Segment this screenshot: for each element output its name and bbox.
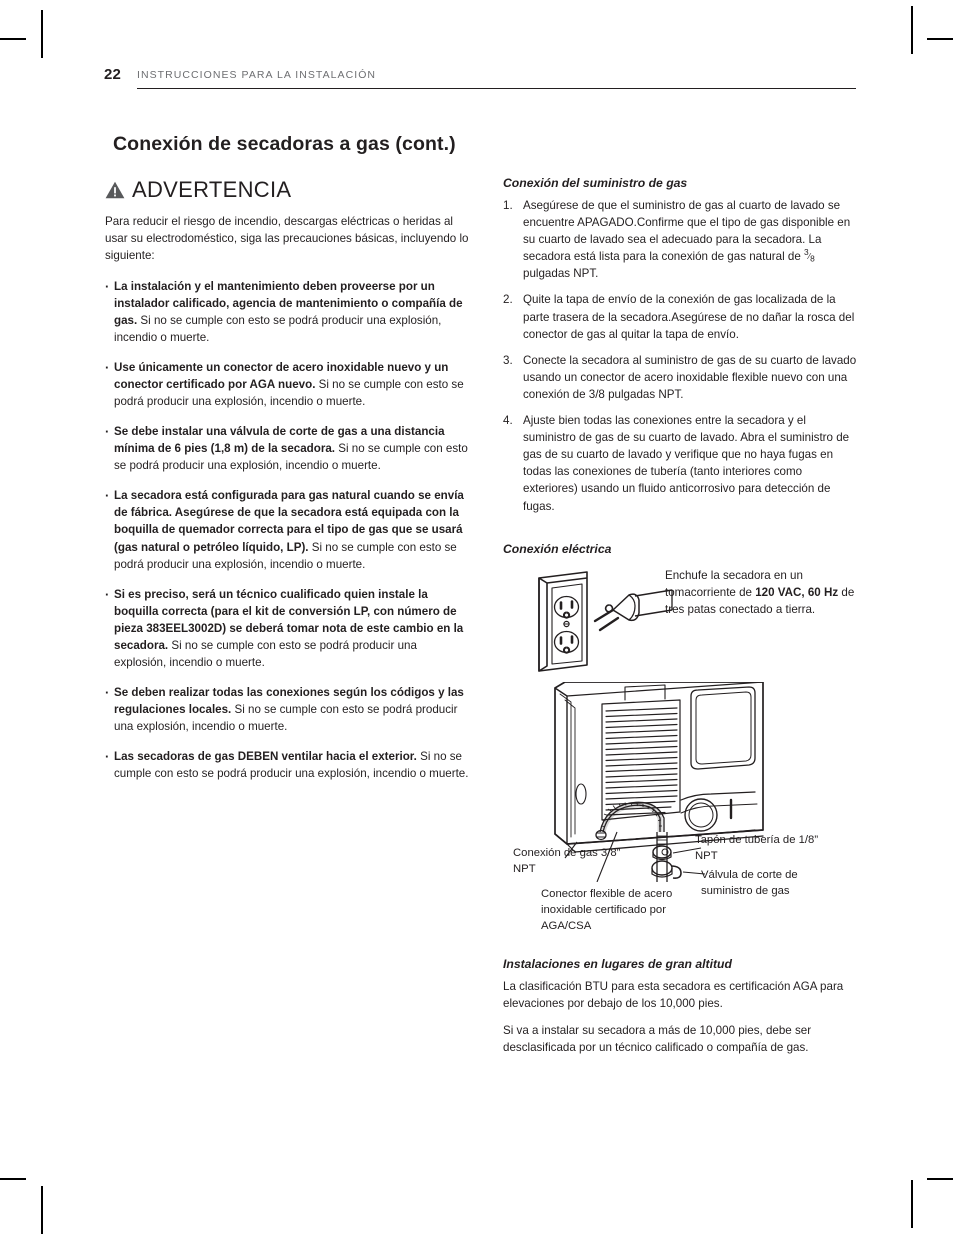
callout-shutoff-valve: Válvula de corte de suministro de gas [701,869,798,898]
crop-mark-top-right-horizontal [927,38,953,40]
warning-bullet-bold: Las secadoras de gas DEBEN ventilar hacia el exterior. [114,749,417,763]
crop-mark-bottom-right-horizontal [927,1178,953,1180]
electrical-figure-block [503,563,859,683]
altitude-paragraph-2: Si va a instalar su secadora a más de 10,000 pies, debe ser desclasificada por un técnico calificado o compañía de gas. [503,1023,812,1054]
warning-bullet-bold: La secadora está configurada para gas natural cuando se envía de fábrica. Asegúrese de que la secadora está equipada con la boquilla de quemador correcta para el tipo de gas que se usará (gas natural o petróleo líquido, LP). [114,489,464,554]
gas-supply-step [503,412,859,515]
altitude-section [503,957,859,1056]
warning-bullet-rest: Si no se cumple con esto se podrá producir una explosión, incendio o muerte. [114,702,458,733]
step-number: 1. [503,199,513,212]
electrical-description [665,567,855,618]
page-header [104,66,856,92]
crop-mark-top-left-vertical [41,10,43,58]
gas-supply-steps [503,197,859,515]
warning-bullet [105,748,471,782]
crop-mark-bottom-left-horizontal [0,1178,26,1180]
warning-bullet-bold: Si es preciso, será un técnico cualificado quien instale la boquilla correcta (para el kit de conversión LP, con número de pieza 383EEL3002D) se deberá tomar nota de este cambio en la secadora. [114,587,464,652]
electrical-text-1: Enchufe la secadora en un tomacorriente de [665,568,803,599]
fraction-three-eighths: 3⁄8 [804,247,815,264]
warning-intro-text: Para reducir el riesgo de incendio, descargas eléctricas o heridas al usar su electrodoméstico, siga las precauciones básicas, incluyendo lo siguiente: [105,215,469,263]
warning-triangle-icon [105,181,125,199]
warning-bullet-bold: Se deben realizar todas las conexiones según los códigos y las regulaciones locales. [114,685,464,716]
warning-bullet-bold: Se debe instalar una válvula de corte de gas a una distancia mínima de 6 pies (1,8 m) de la secadora. [114,425,445,456]
gas-supply-step [503,352,859,403]
gas-supply-step [503,291,859,342]
gas-supply-step [503,197,859,282]
step-text: Asegúrese de que el suministro de gas al cuarto de lavado se encuentre APAGADO.Confirme que el tipo de gas disponible en su cuarto de lavado sea el adecuado para la secadora. La secadora está lista para la conexión de gas natural de [523,199,851,264]
electrical-heading: Conexión eléctrica [503,541,612,556]
wall-outlet-and-plug-icon [525,569,675,677]
gas-supply-heading: Conexión del suministro de gas [503,176,688,190]
warning-bullet-bold: La instalación y el mantenimiento deben proveerse por un instalador calificado, agencia de mantenimiento o compañía de gas. [114,280,463,328]
warning-bullet-rest: Si no se cumple con esto se podrá producir una explosión, incendio o muerte. [114,638,417,669]
warning-bullet [105,684,471,735]
crop-mark-top-right-vertical [911,6,913,54]
warning-column [105,175,471,795]
warning-bullet [105,487,471,572]
warning-bullet-rest: Si no se cumple con esto se podrá producir una explosión, incendio o muerte. [114,378,464,409]
warning-label: ADVERTENCIA [132,177,292,202]
electrical-spec: 120 VAC, 60 Hz [755,585,839,599]
callout-gas-connection: Conexión de gas 3/8” NPT [513,847,621,876]
fraction-denominator: 8 [810,253,815,264]
warning-heading [105,175,471,205]
callout-flexible-connector: Conector flexible de acero inoxidable certificado por AGA/CSA [541,888,673,933]
warning-bullet-rest: Si no se cumple con esto se podrá producir una explosión, incendio o muerte. [114,749,469,780]
page-title: Conexión de secadoras a gas (cont.) [113,133,456,155]
dryer-rear-figure [505,682,865,944]
header-section-title: INSTRUCCIONES PARA LA INSTALACIÓN [137,69,377,81]
warning-bullet-rest: Si no se cumple con esto se podrá producir una explosión, incendio o muerte. [114,442,468,473]
header-divider [137,88,856,89]
warning-bullet-bold: Use únicamente un conector de acero inoxidable nuevo y un conector certificado por AGA nuevo. [114,361,449,392]
warning-bullet [105,278,471,346]
callout-pipe-plug: Tapón de tubería de 1/8” NPT [695,834,819,863]
warning-bullet [105,423,471,474]
step-number: 2. [503,293,513,307]
electrical-text-2: de tres patas conectado a tierra. [665,585,855,616]
step-text-after: pulgadas NPT. [523,267,599,281]
fraction-numerator: 3 [804,247,809,258]
step-number: 3. [503,353,513,367]
altitude-heading: Instalaciones en lugares de gran altitud [503,956,732,971]
step-text: Ajuste bien todas las conexiones entre la secadora y el suministro de gas de su cuarto de lavado. Abra el suministro de gas de su cuarto de lavado y verifique que no haya fugas en todas las conexiones de tubería (tanto interiores como exteriores) usando un fluido anticorrosivo para detección de fugas. [523,414,850,513]
page-number: 22 [104,66,122,83]
step-number: 4. [503,414,513,428]
crop-mark-bottom-left-vertical [41,1186,43,1234]
warning-bullet-list [105,278,471,782]
crop-mark-top-left-horizontal [0,38,26,40]
warning-bullet [105,586,471,671]
step-text: Quite la tapa de envío de la conexión de gas localizada de la parte trasera de la secadora.Asegúrese de no dañar la rosca del conector de gas al quitar la tapa de envío. [523,293,855,341]
warning-bullet [105,359,471,410]
crop-mark-bottom-right-vertical [911,1180,913,1228]
step-text: Conecte la secadora al suministro de gas de su cuarto de lavado usando un conector de acero inoxidable flexible nuevo con una conexión de 3/8 pulgadas NPT. [523,353,857,401]
altitude-paragraph-1: La clasificación BTU para esta secadora es certificación AGA para elevaciones por debajo de los 10,000 pies. [503,979,844,1010]
warning-bullet-rest: Si no se cumple con esto se podrá producir una explosión, incendio o muerte. [114,540,457,571]
warning-bullet-rest: Si no se cumple con esto se podrá producir una explosión, incendio o muerte. [114,314,442,345]
